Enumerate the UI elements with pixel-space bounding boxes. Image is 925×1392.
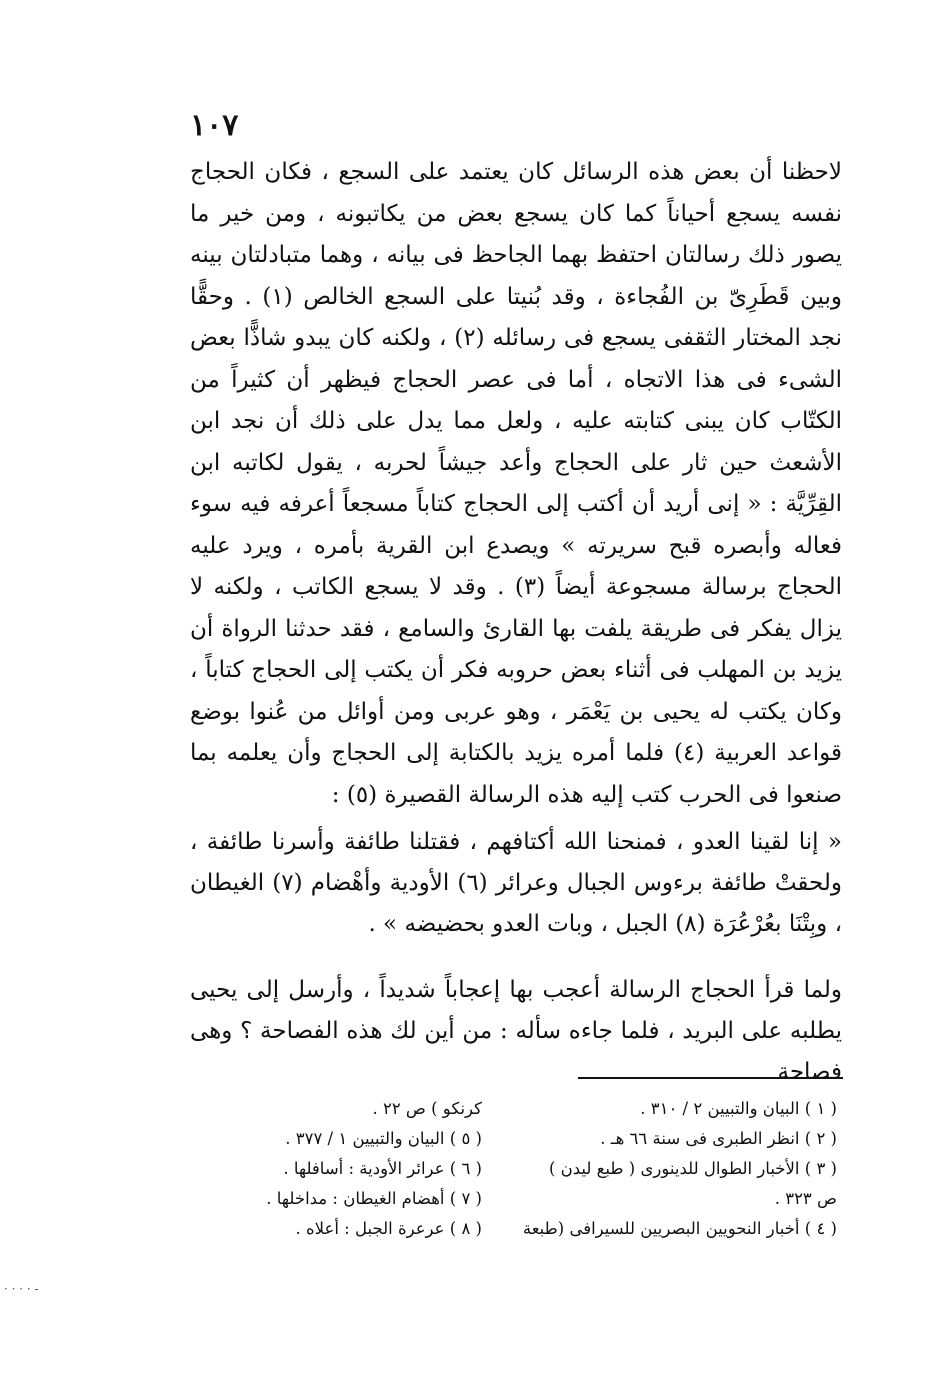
- footnote-line: ( ٣ ) الأخبار الطوال للدينورى ( طبع ليدن ): [548, 1159, 837, 1178]
- footnote-line: ( ٥ ) البيان والتبيين ١ / ٣٧٧ .: [285, 1129, 482, 1148]
- footnote-line: ( ٨ ) عرعرة الجبل : أعلاه .: [295, 1219, 482, 1238]
- footnote-line: ( ٦ ) عرائر الأودية : أسافلها .: [283, 1159, 482, 1178]
- quoted-letter: « إنا لقينا العدو ، فمنحنا الله أكتافهم ، فقتلنا طائفة وأسرنا طائفة ، ولحقتْ طائفة برءوس الجبال وعرائر (٦) الأودية وأهْضام (٧) الغيطان ، وبِتْنَا بعُرْعُرَة (٨) الجبل ، وبات العدو بحضيضه » .: [190, 829, 843, 937]
- footnote-line: ( ٤ ) أخبار النحويين البصريين للسيرافى (طبعة: [522, 1219, 837, 1238]
- footnote-line: ( ١ ) البيان والتبيين ٢ / ٣١٠ .: [640, 1099, 837, 1118]
- footnotes-right-column: [517, 1094, 837, 1244]
- footnote-divider: [578, 1077, 843, 1079]
- scan-edge-mark: · · · · -: [4, 1282, 39, 1296]
- page-number: ١٠٧: [190, 108, 239, 143]
- footnote-line: ( ٢ ) انظر الطبرى فى سنة ٦٦ هـ .: [600, 1129, 837, 1148]
- body-paragraph-3: ولما قرأ الحجاج الرسالة أعجب بها إعجاباً شديداً ، وأرسل إلى يحيى يطلبه على البريد ، فلما جاءه سأله : من أين لك هذه الفصاحة ؟ وهى فصاحة: [190, 977, 842, 1085]
- footnote-line: ص ٣٢٣ .: [774, 1189, 837, 1208]
- footnotes-left-column: [222, 1094, 482, 1244]
- footnote-line: ( ٧ ) أهضام الغيطان : مداخلها .: [266, 1189, 482, 1208]
- body-paragraph-1: لاحظنا أن بعض هذه الرسائل كان يعتمد على السجع ، فكان الحجاج نفسه يسجع أحياناً كما كان يسجع بعض من يكاتبونه ، ومن خير ما يصور ذلك رسالتان احتفظ بهما الجاحظ فى بيانه ، وهما متبادلتان بينه وبين قَطَرِىّ بن الفُجاءة ، وقد بُنيتا على السجع الخالص (١) . وحقًّا نجد المختار الثقفى يسجع فى رسائله (٢) ، ولكنه كان يبدو شاذًّا بعض الشىء فى هذا الاتجاه ، أما فى عصر الحجاج فيظهر أن كثيراً من الكتّاب كان يبنى كتابته عليه ، ولعل مما يدل على ذلك أن نجد ابن الأشعث حين ثار على الحجاج وأعد جيشاً لحربه ، يقول لكاتبه ابن القِرِّيَّة : « إنى أريد أن أكتب إلى الحجاج كتاباً مسجعاً أعرفه فيه سوء فعاله وأبصره قبح سريرته » ويصدع ابن القرية بأمره ، ويرد عليه الحجاج برسالة مسجوعة أيضاً (٣) . وقد لا يسجع الكاتب ، ولكنه لا يزال يفكر فى طريقة يلفت بها القارئ والسامع ، فقد حدثنا الرواة أن يزيد بن المهلب فى أثناء بعض حروبه فكر أن يكتب إلى الحجاج كتاباً ، وكان يكتب له يحيى بن يَعْمَر ، وهو عربى ومن أوائل من عُنوا بوضع قواعد العربية (٤) فلما أمره يزيد بالكتابة إلى الحجاج وأن يعلمه بما صنعوا فى الحرب كتب إليه هذه الرسالة القصيرة (٥) :: [190, 159, 842, 808]
- footnote-line: كرنكو ) ص ٢٢ .: [372, 1099, 482, 1118]
